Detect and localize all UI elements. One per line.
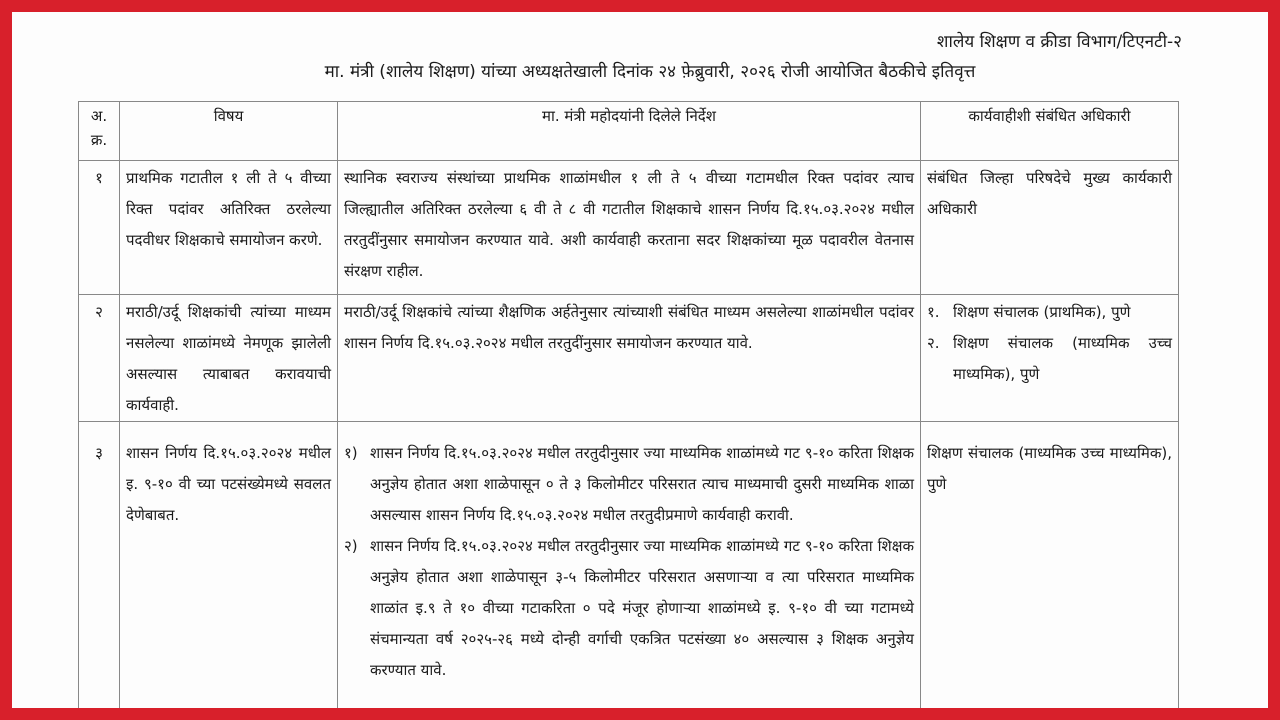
list-text: शासन निर्णय दि.१५.०३.२०२४ मधील तरतुदीनुसार ज्या माध्यमिक शाळांमध्ये गट ९-१० करिता शिक्षक अनुज्ञेय होतात अशा शाळेपासून ३-५ किलोमीटर परिसरात असणाऱ्या व त्या परिसरात माध्यमिक शाळांत इ.९ ते १० वीच्या गटाकरिता ० पदे मंजूर होणाऱ्या शाळांमध्ये इ. ९-१० वी च्या गटामध्ये संचमान्यता वर्ष २०२५-२६ मध्ये दोन्ही वर्गाची एकत्रित पटसंख्या ४० असल्यास ३ शिक्षक अनुज्ञेय करण्यात यावे. [370, 537, 914, 679]
table-row [79, 295, 1179, 422]
minutes-table [78, 101, 1179, 708]
officer-cell: शिक्षण संचालक (माध्यमिक उच्च माध्यमिक), पुणे [921, 422, 1179, 709]
list-number: २) [344, 537, 358, 555]
subject-cell: शासन निर्णय दि.१५.०३.२०२४ मधील इ. ९-१० वी च्या पटसंख्येमध्ये सवलत देणेबाबत. [120, 422, 338, 709]
list-number: २. [927, 334, 940, 352]
department-reference: शालेय शिक्षण व क्रीडा विभाग/टिएनटी-२ [936, 32, 1182, 52]
column-header-subject: विषय [120, 102, 338, 161]
subject-cell: मराठी/उर्दू शिक्षकांची त्यांच्या माध्यम नसलेल्या शाळांमध्ये नेमणूक झालेली असल्यास त्याबाबत करावयाची कार्यवाही. [120, 295, 338, 422]
subject-cell: प्राथमिक गटातील १ ली ते ५ वीच्या रिक्त पदांवर अतिरिक्त ठरलेल्या पदवीधर शिक्षकाचे समायोजन करणे. [120, 161, 338, 295]
directive-cell [338, 422, 921, 709]
list-item [344, 531, 914, 686]
document-title: मा. मंत्री (शालेय शिक्षण) यांच्या अध्यक्षतेखाली दिनांक २४ फ़ेब्रुवारी, २०२६ रोजी आयोजित बैठकीचे इतिवृत्त [324, 62, 976, 82]
list-number: १) [344, 444, 358, 462]
officer-cell: संबंधित जिल्हा परिषदेचे मुख्य कार्यकारी अधिकारी [921, 161, 1179, 295]
column-header-serial: अ. क्र. [79, 102, 120, 161]
list-text: शिक्षण संचालक (प्राथमिक), पुणे [953, 303, 1131, 321]
table-row [79, 161, 1179, 295]
serial-cell: ३ [79, 422, 120, 709]
directive-cell: मराठी/उर्दू शिक्षकांचे त्यांच्या शैक्षणिक अर्हतेनुसार त्यांच्याशी संबंधित माध्यम असलेल्या शाळांमधील पदांवर शासन निर्णय दि.१५.०३.२०२४ मधील तरतुदींनुसार समायोजन करण्यात यावे. [338, 295, 921, 422]
serial-cell: १ [79, 161, 120, 295]
serial-cell: २ [79, 295, 120, 422]
officer-list [927, 297, 1172, 390]
table-row [79, 422, 1179, 709]
list-text: शासन निर्णय दि.१५.०३.२०२४ मधील तरतुदीनुसार ज्या माध्यमिक शाळांमध्ये गट ९-१० करिता शिक्षक अनुज्ञेय होतात अशा शाळेपासून ० ते ३ किलोमीटर परिसरात त्याच माध्यमाची दुसरी माध्यमिक शाळा असल्यास शासन निर्णय दि.१५.०३.२०२४ मधील तरतुदीप्रमाणे कार्यवाही करावी. [370, 444, 914, 524]
column-header-officer: कार्यवाहीशी संबंधित अधिकारी [921, 102, 1179, 161]
list-item [344, 438, 914, 531]
directive-list [344, 438, 914, 686]
list-item [927, 297, 1172, 328]
list-text: शिक्षण संचालक (माध्यमिक उच्च माध्यमिक), पुणे [953, 334, 1172, 383]
table-header-row [79, 102, 1179, 161]
list-number: १. [927, 303, 940, 321]
directive-cell: स्थानिक स्वराज्य संस्थांच्या प्राथमिक शाळांमधील १ ली ते ५ वीच्या गटामधील रिक्त पदांवर त्याच जिल्ह्यातील अतिरिक्त ठरलेल्या ६ वी ते ८ वी गटातील शिक्षकाचे शासन निर्णय दि.१५.०३.२०२४ मधील तरतुदींनुसार समायोजन करण्यात यावे. अशी कार्यवाही करताना सदर शिक्षकांच्या मूळ पदावरील वेतनास संरक्षण राहील. [338, 161, 921, 295]
officer-cell [921, 295, 1179, 422]
list-item [927, 328, 1172, 390]
column-header-directive: मा. मंत्री महोदयांनी दिलेले निर्देश [338, 102, 921, 161]
document-page [12, 12, 1268, 708]
